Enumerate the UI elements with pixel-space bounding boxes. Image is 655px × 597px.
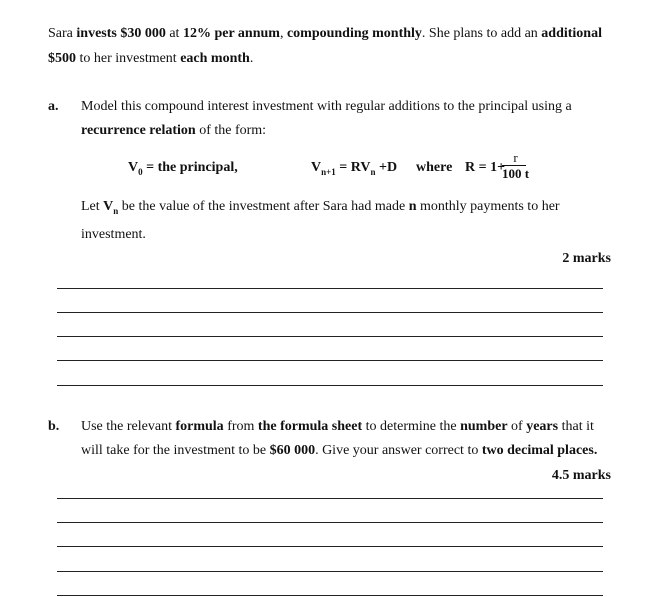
answer-line[interactable] <box>57 360 603 361</box>
intro-line-1: Sara invests $30 000 at 12% per annum, compounding monthly. She plans to add an additional <box>48 26 602 41</box>
formula-where: where <box>416 160 453 175</box>
answer-line[interactable] <box>57 385 603 386</box>
answer-line[interactable] <box>57 522 603 523</box>
answer-line[interactable] <box>57 312 603 313</box>
formula-r-definition: R = 1+ <box>465 160 506 175</box>
answer-line[interactable] <box>57 571 603 572</box>
part-a-line-1: Model this compound interest investment with regular additions to the principal using a <box>81 99 572 114</box>
intro-line-2: $500 to her investment each month. <box>48 51 254 66</box>
part-b-line-2: will take for the investment to be $60 000. Give your answer correct to two decimal places. <box>81 443 598 458</box>
answer-line[interactable] <box>57 595 603 596</box>
fraction-numerator: r <box>513 150 518 165</box>
formula-v0: $V_0$ = the principal, <box>128 160 238 177</box>
fraction-denominator: 100 t <box>502 166 530 181</box>
part-b-label: b. <box>48 419 60 434</box>
answer-line[interactable] <box>57 546 603 547</box>
part-a-line-2: recurrence relation of the form: <box>81 123 267 138</box>
part-b-line-1: Use the relevant formula from the formula sheet to determine the number of years that it <box>81 419 594 434</box>
formula-recurrence: $V_{n+1} = RV_n +D$ <box>311 160 398 177</box>
part-a-line-cont: investment. <box>81 227 146 242</box>
part-a-let-line: Let $V_n$ be the value of the investment after Sara had made n monthly payments to her <box>81 199 560 216</box>
answer-line[interactable] <box>57 288 603 289</box>
part-b-marks: 4.5 marks <box>551 468 611 483</box>
answer-line[interactable] <box>57 336 603 337</box>
answer-line[interactable] <box>57 498 603 499</box>
formula-fraction <box>502 150 529 181</box>
part-a-marks: 2 marks <box>562 251 611 266</box>
part-a-label: a. <box>48 99 59 114</box>
